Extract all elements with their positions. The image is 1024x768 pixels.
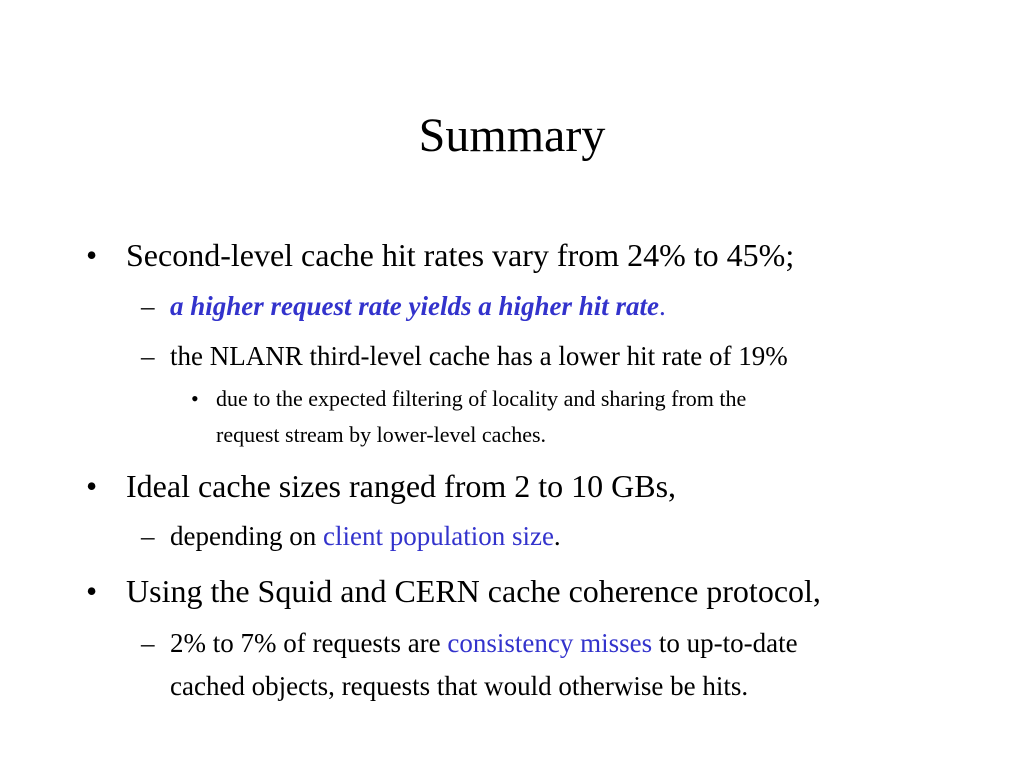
sub-item-text (170, 289, 666, 323)
dash-marker: – (141, 341, 155, 371)
dash-marker: – (141, 628, 155, 658)
punctuation: . (553, 521, 561, 551)
bullet-text: Second-level cache hit rates vary from 24% to 45%; (126, 237, 795, 273)
bullet-text: Ideal cache sizes ranged from 2 to 10 GBs, (126, 468, 677, 504)
sub-sub-item-text-line1: due to the expected filtering of locality and sharing from the (216, 386, 747, 411)
dash-marker: – (141, 521, 155, 551)
dash-marker: – (141, 291, 155, 321)
text-suffix: to up-to-date (652, 628, 798, 658)
bullet-text: Using the Squid and CERN cache coherence protocol, (126, 573, 821, 609)
highlighted-term: consistency misses (447, 628, 653, 658)
bullet-marker: • (86, 468, 98, 504)
highlighted-term: client population size (322, 521, 554, 551)
emphasized-text: a higher request rate yields a higher hit rate (170, 291, 660, 321)
sub-item-text-line2: cached objects, requests that would otherwise be hits. (170, 671, 749, 701)
punctuation: . (659, 291, 666, 321)
bullet-marker: • (86, 237, 98, 273)
bullet-marker: • (86, 573, 98, 609)
bullet-marker: • (191, 386, 199, 411)
sub-item-text: the NLANR third-level cache has a lower hit rate of 19% (170, 341, 788, 371)
sub-sub-item-text-line2: request stream by lower-level caches. (216, 422, 547, 447)
sub-item-text-line1 (170, 626, 798, 660)
slide-title: Summary (418, 109, 606, 162)
text-prefix: 2% to 7% of requests are (170, 628, 448, 658)
sub-item-text (170, 519, 561, 553)
text-prefix: depending on (170, 521, 323, 551)
